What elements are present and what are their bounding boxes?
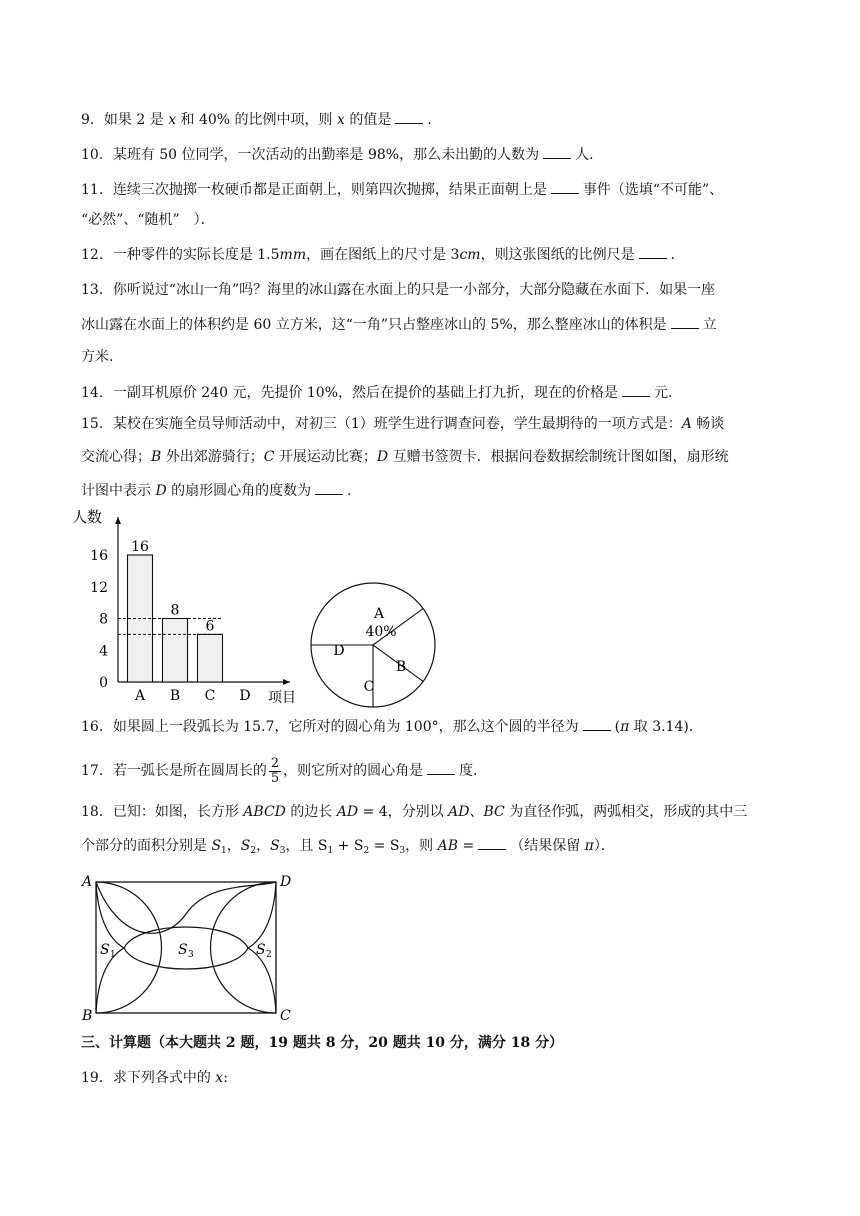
arc-right xyxy=(211,882,277,1013)
answer-blank[interactable] xyxy=(315,482,343,495)
label-a: A xyxy=(82,874,93,890)
bar xyxy=(198,634,223,682)
label-d: D xyxy=(280,874,292,890)
bar xyxy=(163,619,188,683)
label-s1: S xyxy=(100,942,110,958)
y-tick-label: 0 xyxy=(99,675,108,691)
answer-blank[interactable] xyxy=(543,146,571,159)
fraction: $\frac{2}{5}$ xyxy=(270,755,280,786)
answer-blank[interactable] xyxy=(551,181,579,194)
pie-label-a-percent: 40% xyxy=(365,624,397,640)
answer-blank[interactable] xyxy=(583,718,611,731)
answer-blank[interactable] xyxy=(427,762,455,775)
answer-blank[interactable] xyxy=(639,246,667,259)
question-12: 12．一种零件的实际长度是 1.5mm，画在图纸上的尺寸是 3cm，则这张图纸的比例尺是 ． xyxy=(81,247,685,263)
x-tick-label: D xyxy=(239,688,251,704)
y-tick-label: 4 xyxy=(99,643,108,660)
x-axis-arrow xyxy=(283,679,290,685)
question-15-cont: 交流心得；B 外出郊游骑行；C 开展运动比赛；D 互赠书签贺卡．根据问卷数据绘制统计图如图，扇形统 xyxy=(81,449,729,465)
question-13-cont2: 方米． xyxy=(81,349,123,365)
y-tick-label: 16 xyxy=(90,548,108,564)
question-18-cont: 个部分的面积分别是 $S_1$，$S_2$，$S_3$，且 $S_1 + S_2 = S_3$，则 AB = （结果保留 π）． xyxy=(81,838,615,856)
arc-top-upper xyxy=(96,882,276,933)
label-s1-sub: 1 xyxy=(110,950,116,960)
bar-data-label: 16 xyxy=(131,539,149,555)
x-axis-label: 项目 xyxy=(268,690,296,706)
label-s2: S xyxy=(256,942,266,958)
question-13-cont: 冰山露在水面上的体积约是 60 立方米，这“一角”只占整座冰山的 5%，那么整座冰山的体积是 立 xyxy=(81,317,717,333)
x-tick-label: A xyxy=(134,688,146,704)
answer-blank[interactable] xyxy=(622,384,650,397)
figure-18 xyxy=(78,870,298,1025)
question-17: 17．若一弧长是所在圆周长的 $\frac{2}{5}$ ，则它所对的圆心角是 度． xyxy=(81,755,488,786)
question-19: 19．求下列各式中的 x: xyxy=(81,1070,228,1086)
pie-chart xyxy=(311,583,435,707)
pie-label-a: A xyxy=(373,606,385,622)
pie-label-b: B xyxy=(395,659,407,675)
x-tick-label: C xyxy=(204,688,216,704)
question-9: 9．如果 2 是 x 和 40% 的比例中项，则 x 的值是 ． xyxy=(81,112,442,128)
label-s2-sub: 2 xyxy=(266,950,272,960)
x-tick-label: B xyxy=(169,688,181,704)
question-15-cont2: 计图中表示 D 的扇形圆心角的度数为 ． xyxy=(81,483,362,499)
label-c: C xyxy=(280,1008,291,1024)
y-axis-arrow xyxy=(115,517,121,524)
label-b: B xyxy=(82,1008,93,1024)
question-10: 10．某班有 50 位同学，一次活动的出勤率是 98%，那么未出勤的人数为 人． xyxy=(81,147,604,163)
bar-data-label: 6 xyxy=(205,618,215,635)
bar-data-label: 8 xyxy=(170,602,180,619)
label-s3-sub: 3 xyxy=(188,950,194,960)
pie-label-d: D xyxy=(333,643,345,659)
y-tick-label: 8 xyxy=(99,611,108,628)
y-tick-label: 12 xyxy=(90,579,108,596)
pie-label-c: C xyxy=(363,679,375,695)
question-16: 16．如果圆上一段弧长为 15.7，它所对的圆心角为 100°，那么这个圆的半径为 (π 取 3.14)． xyxy=(81,719,703,735)
answer-blank[interactable] xyxy=(478,837,506,850)
answer-blank[interactable] xyxy=(671,316,699,329)
question-13: 13．你听说过“冰山一角”吗？海里的冰山露在水面上的只是一小部分，大部分隐藏在水面下．如果一座 xyxy=(81,282,716,298)
question-14: 14．一副耳机原价 240 元，先提价 10%，然后在提价的基础上打九折，现在的价格是 元． xyxy=(81,385,683,401)
label-s3: S xyxy=(178,942,188,958)
question-11-cont: “必然”、“随机” ）． xyxy=(81,212,215,228)
y-axis-label: 人数 xyxy=(72,508,103,526)
q15-figure xyxy=(70,505,450,710)
question-15: 15．某校在实施全员导师活动中，对初三（1）班学生进行调查问卷，学生最期待的一项方式是：A 畅谈 xyxy=(81,416,725,432)
question-11: 11．连续三次抛掷一枚硬币都是正面朝上，则第四次抛掷，结果正面朝上是 事件（选填“不可能”、 xyxy=(81,182,724,198)
answer-blank[interactable] xyxy=(395,111,423,124)
question-18: 18．已知：如图，长方形 ABCD 的边长 AD = 4，分别以 AD、BC 为直径作弧，两弧相交，形成的其中三 xyxy=(81,804,748,820)
bar-chart xyxy=(72,508,296,706)
section-3-heading: 三、计算题（本大题共 2 题，19 题共 8 分，20 题共 10 分，满分 18 分） xyxy=(81,1035,564,1051)
